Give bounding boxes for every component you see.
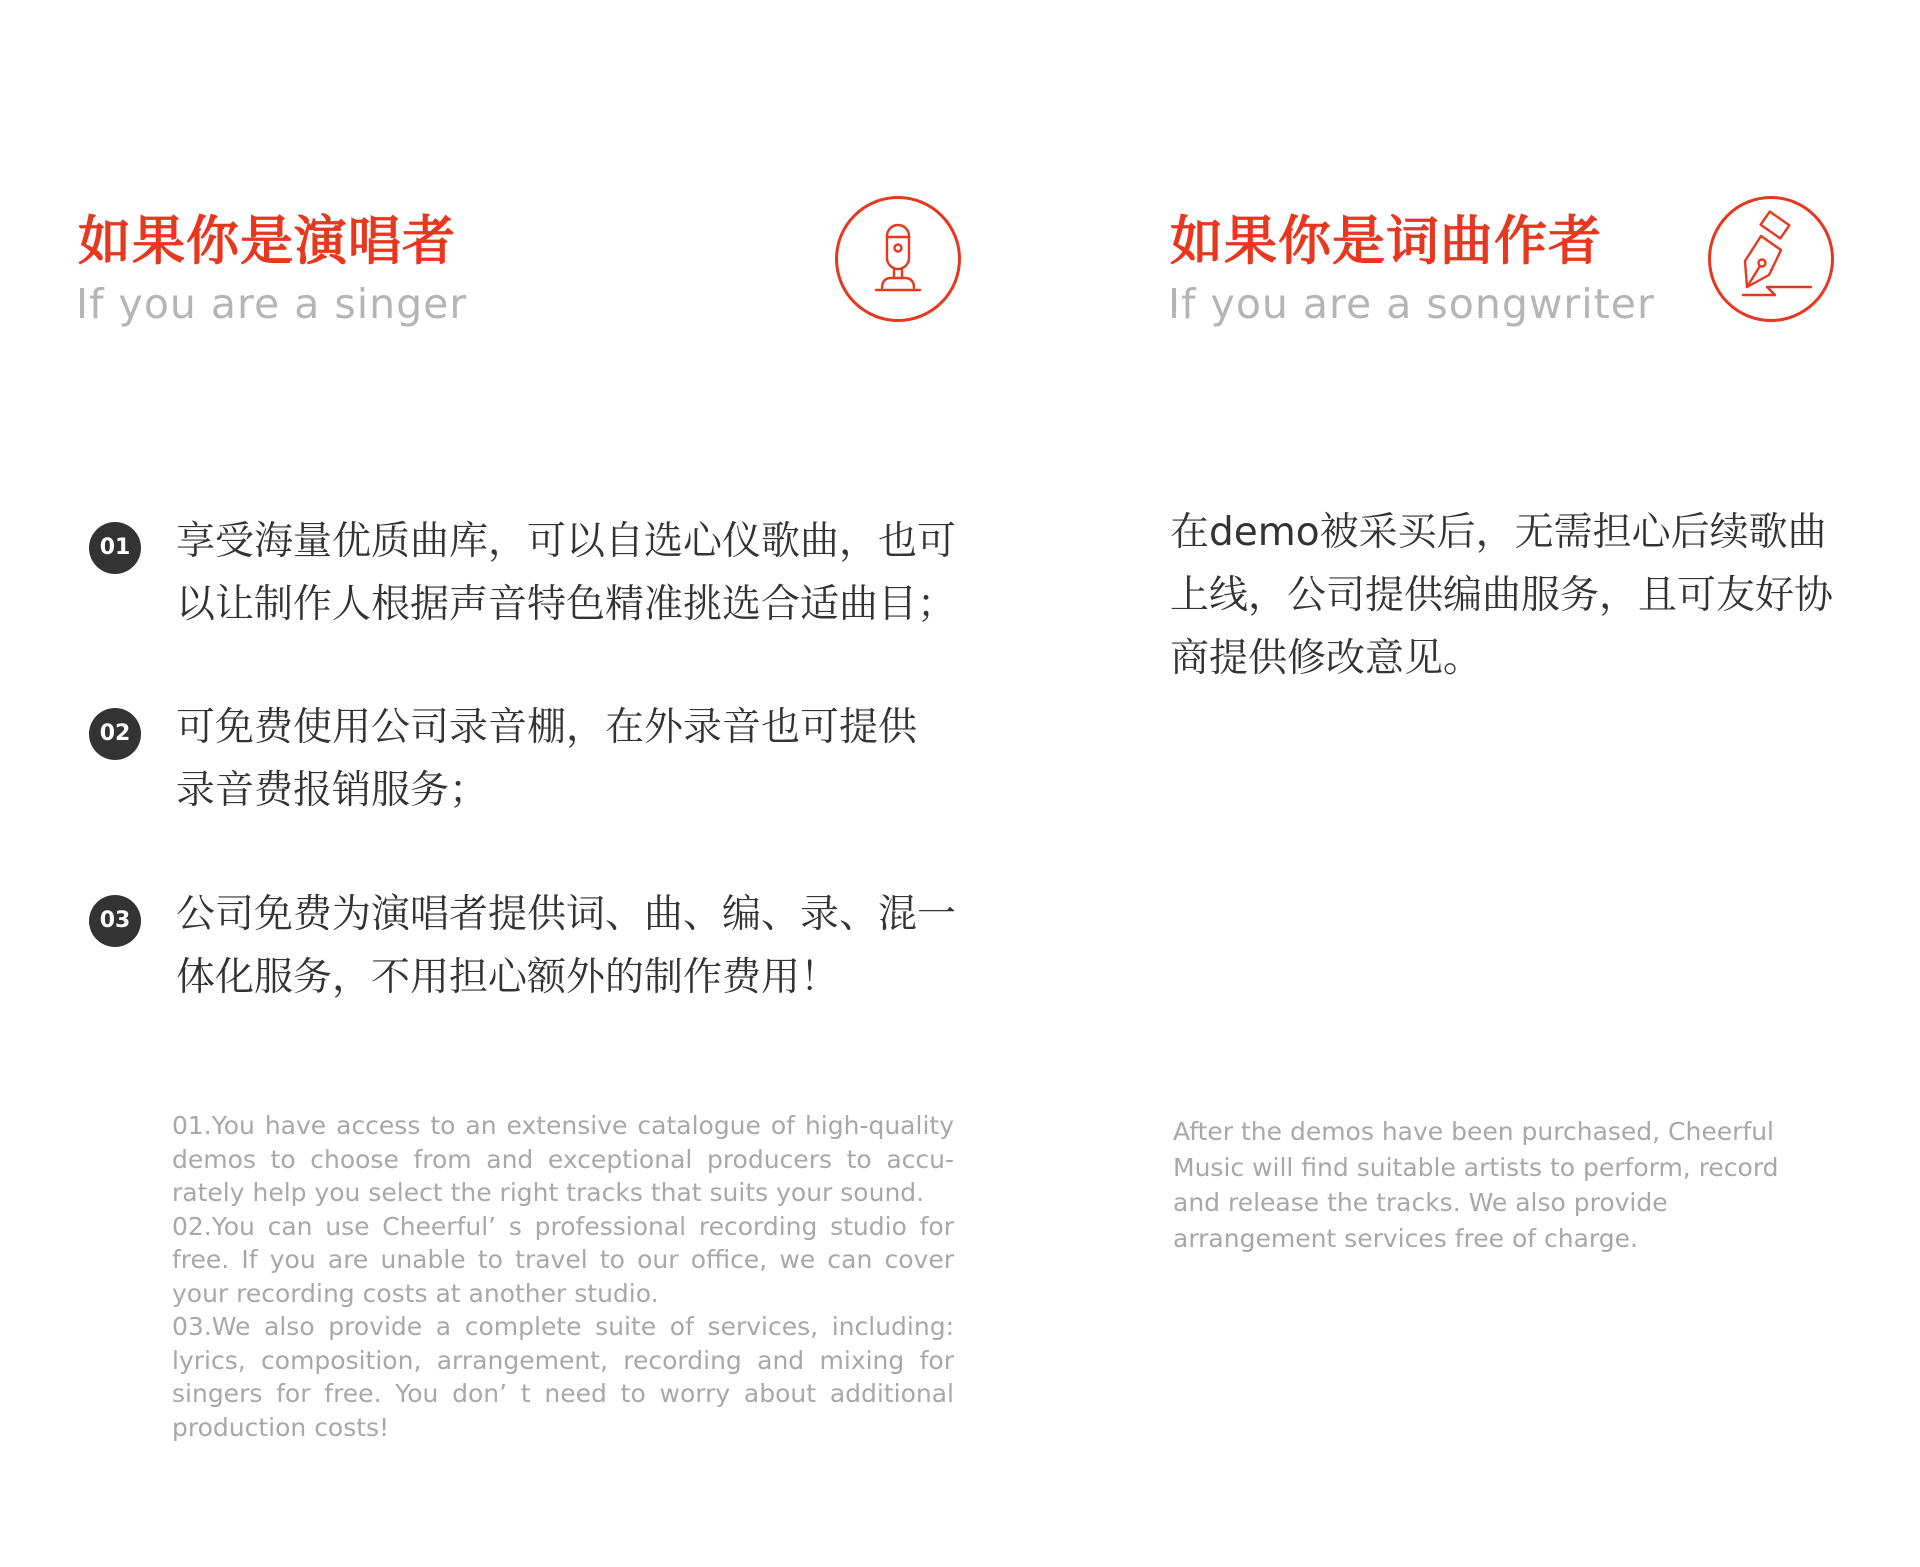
singer-title-en: If you are a singer: [76, 280, 468, 328]
singer-title-cn: 如果你是演唱者: [78, 211, 456, 272]
songwriter-section: [960, 0, 1920, 1567]
songwriter-title-cn: 如果你是词曲作者: [1170, 211, 1602, 272]
pen-nib-icon: [1711, 199, 1831, 319]
singer-english-paragraph-1: 01.You have access to an extensive catalogue of high-quality demos to choose from and exceptional producers to accu-rately help you select the right tracks that suits your sound.: [172, 1111, 954, 1207]
singer-icon-badge: [835, 196, 961, 322]
singer-item-text: 公司免费为演唱者提供词、曲、编、录、混一体化服务，不用担心额外的制作费用！: [176, 892, 957, 1000]
singer-english-paragraph-3: 03.We also provide a complete suite of services, including: lyrics, composition, arrangement, recording and mixing for singers for free. You don’ t need to worry about additional production costs!: [172, 1312, 954, 1442]
number-badge: 02: [89, 708, 141, 760]
singer-english-description: [172, 1109, 954, 1444]
songwriter-icon-badge: [1708, 196, 1834, 322]
songwriter-title-en: If you are a songwriter: [1168, 280, 1655, 328]
singer-english-paragraph-2: 02.You can use Cheerful’ s professional recording studio for free. If you are unable to travel to our office, we can cover your recording costs at another studio.: [172, 1211, 954, 1308]
songwriter-english-description: [1173, 1114, 1823, 1256]
songwriter-text: 在demo被采买后，无需担心后续歌曲上线，公司提供编曲服务，且可友好协商提供修改意见。: [1170, 510, 1834, 681]
number-badge: 01: [89, 522, 141, 574]
singer-item-text: 享受海量优质曲库，可以自选心仪歌曲，也可以让制作人根据声音特色精准挑选合适曲目；: [176, 519, 957, 627]
songwriter-english-paragraph: After the demos have been purchased, Cheerful Music will find suitable artists to perform, record and release the tracks. We also provide arrangement services free of charge.: [1173, 1117, 1779, 1253]
number-badge: 03: [89, 895, 141, 947]
singer-item-text: 可免费使用公司录音棚，在外录音也可提供录音费报销服务；: [176, 705, 918, 813]
microphone-icon: [838, 199, 958, 319]
